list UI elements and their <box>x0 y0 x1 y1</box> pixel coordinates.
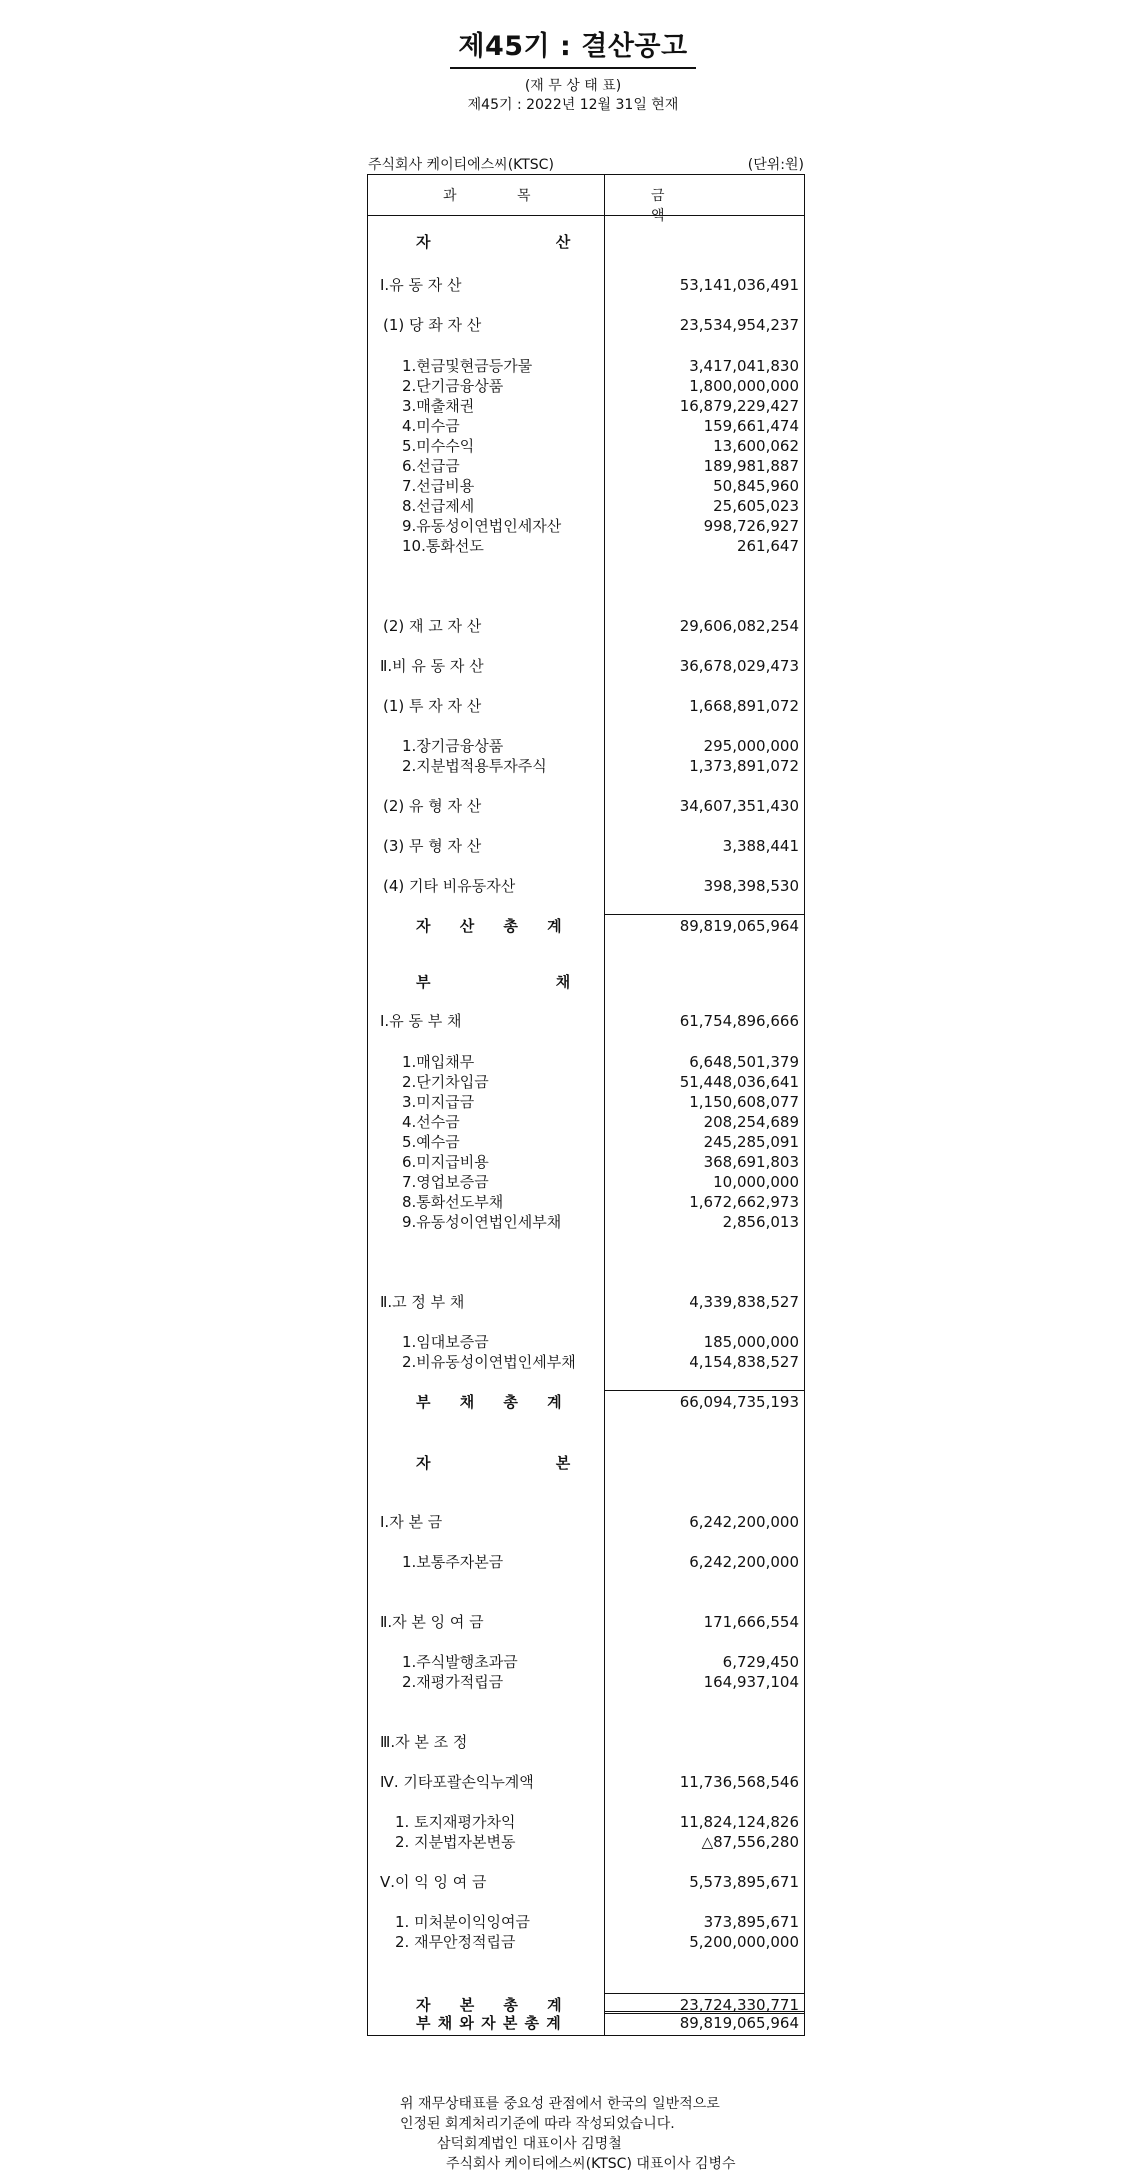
balance-sheet-table <box>367 174 805 2036</box>
row-amount: 6,648,501,379 <box>689 1053 799 1071</box>
row-amount: 295,000,000 <box>703 737 799 755</box>
row-label: Ⅰ.유 동 부 채 <box>380 1012 462 1030</box>
row-label: 자 산 <box>416 233 571 251</box>
row-amount: 66,094,735,193 <box>679 1393 799 1411</box>
row-amount: 398,398,530 <box>703 877 799 895</box>
row-amount: 6,729,450 <box>722 1653 799 1671</box>
row-label: 2.지분법적용투자주식 <box>402 757 547 775</box>
row-label: 7.선급비용 <box>402 477 475 495</box>
row-label: 1.임대보증금 <box>402 1333 489 1351</box>
row-amount: 61,754,896,666 <box>679 1012 799 1030</box>
row-label: (2) 재 고 자 산 <box>383 617 482 635</box>
row-label: 8.통화선도부채 <box>402 1193 504 1211</box>
row-label: 10.통화선도 <box>402 537 484 555</box>
row-label: 2.비유동성이연법인세부채 <box>402 1353 576 1371</box>
row-label: Ⅱ.비 유 동 자 산 <box>380 657 484 675</box>
row-label: (1) 투 자 자 산 <box>383 697 482 715</box>
row-amount: 261,647 <box>736 537 799 555</box>
row-label: 부 채 와 자 본 총 계 <box>416 2014 561 2032</box>
row-amount: 36,678,029,473 <box>679 657 799 675</box>
row-label: 5.미수수익 <box>402 437 475 455</box>
row-label: (2) 유 형 자 산 <box>383 797 482 815</box>
row-amount: 11,824,124,826 <box>679 1813 799 1831</box>
footer-note-line2: 인정된 회계처리기준에 따라 작성되었습니다. <box>400 2116 675 2132</box>
row-amount: 2,856,013 <box>722 1213 799 1231</box>
row-amount: 373,895,671 <box>703 1913 799 1931</box>
total-rule <box>604 1993 804 1994</box>
row-label: 2. 지분법자본변동 <box>395 1833 516 1851</box>
row-label: 2. 재무안정적립금 <box>395 1933 516 1951</box>
auditor-signature: 삼덕회계법인 대표이사 김명철 <box>437 2136 622 2152</box>
row-label: 5.예수금 <box>402 1133 460 1151</box>
row-amount: 53,141,036,491 <box>679 276 799 294</box>
row-amount: 23,724,330,771 <box>679 1996 799 2014</box>
row-label: 2.단기금융상품 <box>402 377 504 395</box>
row-label: 자 산 총 계 <box>416 917 562 935</box>
row-label: 2.재평가적립금 <box>402 1673 504 1691</box>
row-label: 9.유동성이연법인세부채 <box>402 1213 562 1231</box>
row-amount: 6,242,200,000 <box>689 1513 799 1531</box>
row-amount: 164,937,104 <box>703 1673 799 1691</box>
total-rule <box>604 2011 804 2012</box>
row-label: 1.보통주자본금 <box>402 1553 504 1571</box>
row-amount: 89,819,065,964 <box>679 2014 799 2032</box>
row-label: Ⅱ.자 본 잉 여 금 <box>380 1613 484 1631</box>
row-label: (1) 당 좌 자 산 <box>383 316 482 334</box>
row-label: 자 본 총 계 <box>416 1996 562 2014</box>
row-label: Ⅴ.이 익 잉 여 금 <box>380 1873 487 1891</box>
row-amount: 245,285,091 <box>703 1133 799 1151</box>
row-label: 자 본 <box>416 1454 571 1472</box>
row-amount: 11,736,568,546 <box>679 1773 799 1791</box>
row-label: 7.영업보증금 <box>402 1173 489 1191</box>
row-amount: 3,388,441 <box>722 837 799 855</box>
row-amount: 1,150,608,077 <box>689 1093 799 1111</box>
row-label: (3) 무 형 자 산 <box>383 837 482 855</box>
row-amount: 10,000,000 <box>713 1173 799 1191</box>
column-header-amount: 금 액 <box>651 188 755 224</box>
row-amount: 23,534,954,237 <box>679 316 799 334</box>
row-label: 1.장기금융상품 <box>402 737 504 755</box>
row-amount: 189,981,887 <box>703 457 799 475</box>
row-label: Ⅱ.고 정 부 채 <box>380 1293 465 1311</box>
row-amount: 50,845,960 <box>713 477 799 495</box>
row-label: 3.매출채권 <box>402 397 475 415</box>
unit-label: (단위:원) <box>747 157 804 173</box>
as-of-date: 제45기 : 2022년 12월 31일 현재 <box>467 97 679 113</box>
row-label: 1.매입채무 <box>402 1053 475 1071</box>
column-header-item: 과 목 <box>443 188 559 204</box>
row-amount: 16,879,229,427 <box>679 397 799 415</box>
row-amount: 3,417,041,830 <box>689 357 799 375</box>
row-amount: 185,000,000 <box>703 1333 799 1351</box>
row-label: 부 채 <box>416 973 571 991</box>
total-rule <box>604 1390 804 1391</box>
row-amount: 5,200,000,000 <box>689 1933 799 1951</box>
total-rule <box>604 914 804 915</box>
row-amount: 998,726,927 <box>703 517 799 535</box>
row-amount: 29,606,082,254 <box>679 617 799 635</box>
row-label: Ⅰ.자 본 금 <box>380 1513 443 1531</box>
row-amount: 1,672,662,973 <box>689 1193 799 1211</box>
row-label: 3.미지급금 <box>402 1093 475 1111</box>
row-label: 6.미지급비용 <box>402 1153 489 1171</box>
row-label: 1. 미처분이익잉여금 <box>395 1913 531 1931</box>
company-signature: 주식회사 케이티에스씨(KTSC) 대표이사 김병수 <box>446 2156 736 2172</box>
row-label: 6.선급금 <box>402 457 460 475</box>
row-amount: 51,448,036,641 <box>679 1073 799 1091</box>
row-amount: 6,242,200,000 <box>689 1553 799 1571</box>
row-label: Ⅲ.자 본 조 정 <box>380 1733 468 1751</box>
row-label: 2.단기차입금 <box>402 1073 489 1091</box>
row-amount: 4,339,838,527 <box>689 1293 799 1311</box>
row-amount: 13,600,062 <box>713 437 799 455</box>
row-amount: 159,661,474 <box>703 417 799 435</box>
row-amount: 1,668,891,072 <box>689 697 799 715</box>
row-amount: 89,819,065,964 <box>679 917 799 935</box>
row-label: Ⅰ.유 동 자 산 <box>380 276 462 294</box>
row-amount: 1,373,891,072 <box>689 757 799 775</box>
row-amount: 25,605,023 <box>713 497 799 515</box>
company-name: 주식회사 케이티에스씨(KTSC) <box>368 157 554 173</box>
row-amount: 34,607,351,430 <box>679 797 799 815</box>
row-label: 4.미수금 <box>402 417 460 435</box>
row-amount: 171,666,554 <box>703 1613 799 1631</box>
row-label: 4.선수금 <box>402 1113 460 1131</box>
row-amount: 5,573,895,671 <box>689 1873 799 1891</box>
row-label: 9.유동성이연법인세자산 <box>402 517 562 535</box>
row-amount: △87,556,280 <box>701 1833 799 1851</box>
row-label: 8.선급제세 <box>402 497 475 515</box>
row-amount: 4,154,838,527 <box>689 1353 799 1371</box>
row-label: 1. 토지재평가차익 <box>395 1813 516 1831</box>
footer-note-line1: 위 재무상태표를 중요성 관점에서 한국의 일반적으로 <box>400 2096 720 2112</box>
row-label: 1.현금및현금등가물 <box>402 357 533 375</box>
document-title: 제45기 : 결산공고 <box>0 24 1146 69</box>
row-amount: 208,254,689 <box>703 1113 799 1131</box>
row-label: (4) 기타 비유동자산 <box>383 877 516 895</box>
row-label: Ⅳ. 기타포괄손익누계액 <box>380 1773 534 1791</box>
row-amount: 368,691,803 <box>703 1153 799 1171</box>
statement-subtitle: (재 무 상 태 표) <box>524 78 622 94</box>
row-label: 부 채 총 계 <box>416 1393 562 1411</box>
row-label: 1.주식발행초과금 <box>402 1653 518 1671</box>
row-amount: 1,800,000,000 <box>689 377 799 395</box>
